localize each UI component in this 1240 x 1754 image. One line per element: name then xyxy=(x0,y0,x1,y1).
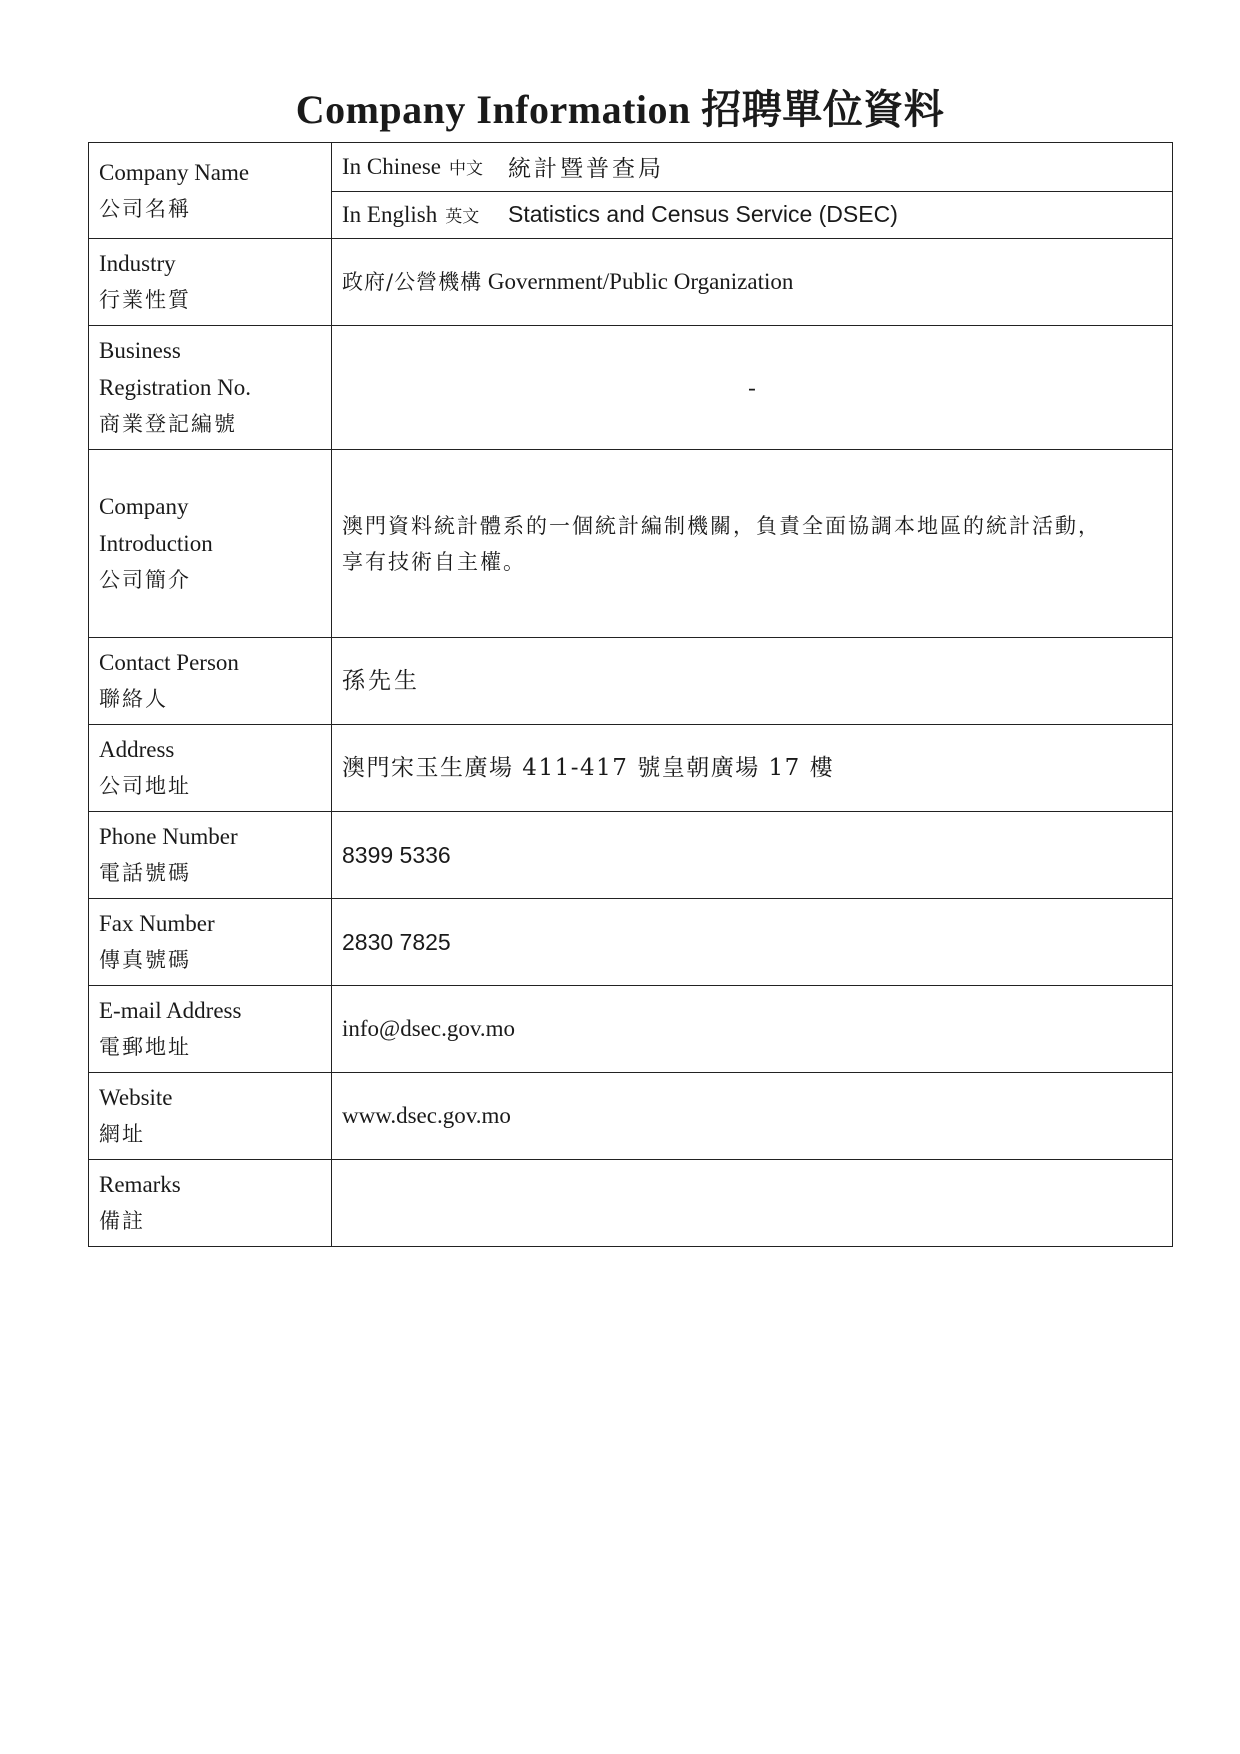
page-title: Company Information 招聘單位資料 xyxy=(295,87,945,132)
company-introduction-label-en-1: Company xyxy=(99,494,189,519)
remarks-label xyxy=(89,1160,332,1247)
address-label-en: Address xyxy=(99,737,175,762)
email-address-label xyxy=(89,986,332,1073)
industry-label-zh: 行業性質 xyxy=(99,288,191,312)
company-name-english-row xyxy=(332,191,1172,238)
phone-number-label-zh: 電話號碼 xyxy=(99,861,191,885)
company-introduction-line-2: 享有技術自主權。 xyxy=(342,549,526,574)
website-label-zh: 網址 xyxy=(99,1122,145,1146)
phone-number-label-en: Phone Number xyxy=(99,824,238,849)
company-name-values xyxy=(332,143,1173,239)
address-label xyxy=(89,725,332,812)
company-name-english-value: Statistics and Census Service (DSEC) xyxy=(508,201,898,228)
industry-label-en: Industry xyxy=(99,251,176,276)
phone-number-value: 8399 5336 xyxy=(332,812,1173,899)
row-fax-number xyxy=(89,899,1173,986)
company-name-chinese-value: 統計暨普查局 xyxy=(502,143,1172,191)
in-chinese-label-zh: 中文 xyxy=(449,158,484,179)
industry-value xyxy=(332,239,1173,326)
fax-number-value: 2830 7825 xyxy=(332,899,1173,986)
in-english-label-zh: 英文 xyxy=(445,206,480,227)
company-name-label xyxy=(89,143,332,239)
company-introduction-label-zh: 公司簡介 xyxy=(99,568,191,592)
email-address-label-zh: 電郵地址 xyxy=(99,1035,191,1059)
business-registration-value: - xyxy=(332,326,1173,450)
company-name-chinese-row xyxy=(332,143,1172,191)
remarks-value xyxy=(332,1160,1173,1247)
website-value: www.dsec.gov.mo xyxy=(332,1073,1173,1160)
company-name-label-zh: 公司名稱 xyxy=(99,196,191,221)
company-introduction-label xyxy=(89,450,332,638)
in-chinese-label xyxy=(332,143,502,191)
address-label-zh: 公司地址 xyxy=(99,774,191,798)
in-english-label-en: In English xyxy=(342,201,438,227)
contact-person-label-en: Contact Person xyxy=(99,650,239,675)
company-name-subtable xyxy=(332,143,1172,238)
fax-number-label xyxy=(89,899,332,986)
company-introduction-value xyxy=(332,450,1173,638)
row-email-address xyxy=(89,986,1173,1073)
industry-value-en: Government/Public Organization xyxy=(487,269,794,294)
in-english-label xyxy=(332,191,502,238)
row-website xyxy=(89,1073,1173,1160)
row-address xyxy=(89,725,1173,812)
industry-label xyxy=(89,239,332,326)
email-address-value: info@dsec.gov.mo xyxy=(332,986,1173,1073)
row-business-registration xyxy=(89,326,1173,450)
remarks-label-zh: 備註 xyxy=(99,1209,145,1233)
address-value: 澳門宋玉生廣場 411-417 號皇朝廣場 17 樓 xyxy=(332,725,1173,812)
row-company-introduction xyxy=(89,450,1173,638)
contact-person-value: 孫先生 xyxy=(332,638,1173,725)
remarks-label-en: Remarks xyxy=(99,1172,181,1197)
fax-number-label-en: Fax Number xyxy=(99,911,215,936)
company-introduction-line-1: 澳門資料統計體系的一個統計編制機關，負責全面協調本地區的統計活動， xyxy=(342,513,1101,538)
company-info-table xyxy=(88,142,1173,1247)
contact-person-label-zh: 聯絡人 xyxy=(99,687,168,711)
business-registration-label-en-1: Business xyxy=(99,338,181,363)
website-label-en: Website xyxy=(99,1085,173,1110)
phone-number-label xyxy=(89,812,332,899)
fax-number-label-zh: 傳真號碼 xyxy=(99,948,191,972)
industry-value-zh: 政府/公營機構 xyxy=(342,270,483,294)
row-remarks xyxy=(89,1160,1173,1247)
contact-person-label xyxy=(89,638,332,725)
business-registration-label-zh: 商業登記編號 xyxy=(99,412,237,436)
company-introduction-label-en-2: Introduction xyxy=(99,531,213,556)
email-address-label-en: E-mail Address xyxy=(99,998,242,1023)
company-name-label-en: Company Name xyxy=(99,159,250,185)
website-label xyxy=(89,1073,332,1160)
row-phone-number xyxy=(89,812,1173,899)
row-company-name xyxy=(89,143,1173,239)
in-chinese-label-en: In Chinese xyxy=(342,153,442,179)
row-contact-person xyxy=(89,638,1173,725)
row-industry xyxy=(89,239,1173,326)
business-registration-label-en-2: Registration No. xyxy=(99,375,252,400)
business-registration-label xyxy=(89,326,332,450)
